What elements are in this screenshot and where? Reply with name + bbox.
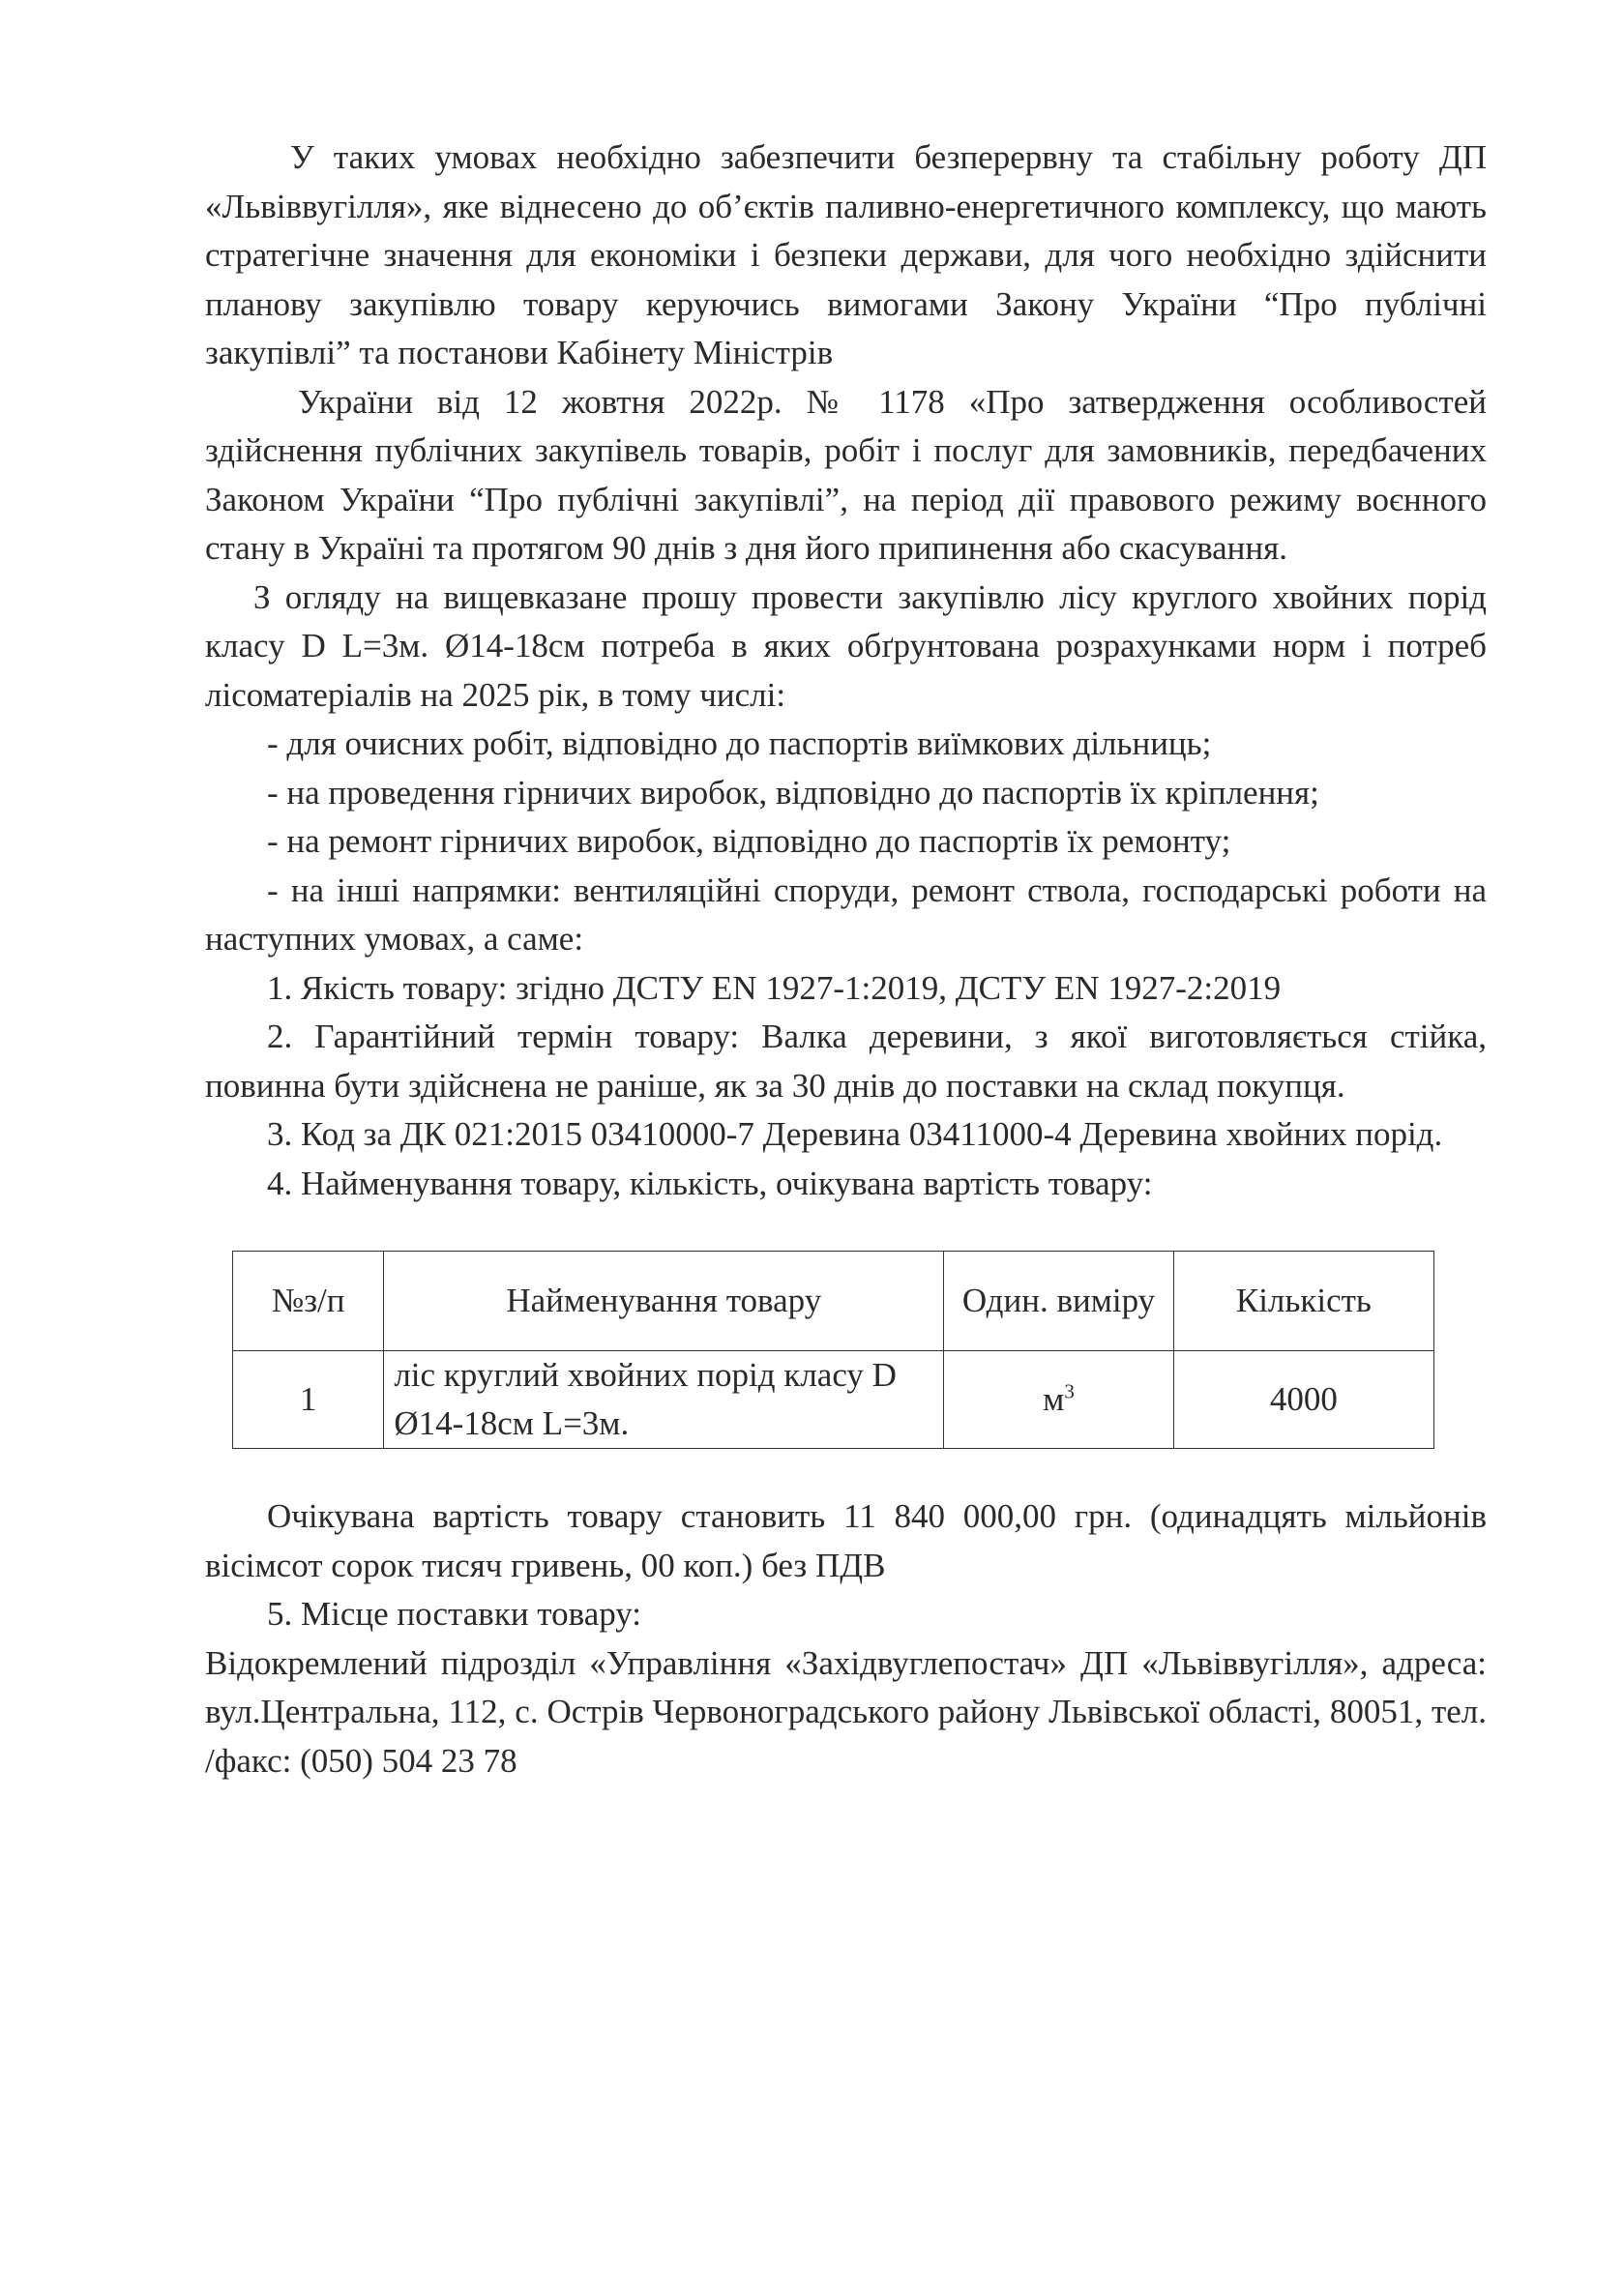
cell-name: ліс круглий хвойних порід класу D Ø14-18см L=3м.	[384, 1351, 944, 1449]
address-paragraph: Відокремлений підрозділ «Управління «Західвуглепостач» ДП «Львіввугілля», адреса: вул.Центральна, 112, с. Острів Червоноградського району Львівської області, 80051, тел. /факс: (050) 504 23 78	[205, 1643, 1487, 1780]
intro-paragraph: У таких умовах необхідно забезпечити безперервну та стабільну роботу ДП «Львіввугілля», яке віднесено до об’єктів паливно-енергетичного комплексу, що мають стратегічне значення для економіки і безпеки держави, для чого необхідно здійснити планову закупівлю товару керуючись вимогами Закону України “Про публічні закупівлі” та постанови Кабінету Міністрів	[205, 138, 1487, 371]
cell-qty: 4000	[1173, 1351, 1433, 1449]
spacer	[205, 1208, 1487, 1251]
table-header-row	[233, 1252, 1434, 1351]
code-item: 3. Код за ДК 021:2015 03410000-7 Деревина 03411000-4 Деревина хвойних порід.	[267, 1115, 1443, 1153]
header-qty: Кількість	[1173, 1252, 1433, 1351]
spacer	[205, 1449, 1487, 1492]
list-item: - для очисних робіт, відповідно до паспортів виїмкових дільниць;	[267, 724, 1212, 762]
quality-item: 1. Якість товару: згідно ДСТУ EN 1927-1:2019, ДСТУ EN 1927-2:2019	[267, 968, 1282, 1007]
unit-base: м	[1043, 1380, 1065, 1418]
warranty-item: 2. Гарантійний термін товару: Валка деревини, з якої виготовляється стійка, повинна бути здійснена не раніше, як за 30 днів до поставки на склад покупця.	[205, 1018, 1487, 1105]
document-page	[205, 133, 1487, 1785]
table-row	[233, 1351, 1434, 1449]
goods-table	[232, 1251, 1434, 1449]
goods-item: 4. Найменування товару, кількість, очікувана вартість товару:	[267, 1164, 1153, 1202]
list-item: - на ремонт гірничих виробок, відповідно до паспортів їх ремонту;	[267, 822, 1231, 860]
header-name: Найменування товару	[384, 1252, 944, 1351]
regulation-paragraph: України від 12 жовтня 2022р. № 1178 «Про затвердження особливостей здійснення публічних закупівель товарів, робіт і послуг для замовників, передбачених Законом України “Про публічні закупівлі”, на період дії правового режиму воєнного стану в Україні та протягом 90 днів з дня його припинення або скасування.	[205, 382, 1487, 567]
header-unit: Один. виміру	[944, 1252, 1174, 1351]
delivery-item: 5. Місце поставки товару:	[267, 1595, 642, 1633]
cell-num: 1	[233, 1351, 384, 1449]
header-num: №з/п	[233, 1252, 384, 1351]
list-item: - на інші напрямки: вентиляційні споруди, ремонт ствола, господарські роботи на наступних умовах, а саме:	[205, 870, 1487, 958]
list-item: - на проведення гірничих виробок, відповідно до паспортів їх кріплення;	[267, 773, 1319, 811]
request-paragraph: З огляду на вищевказане прошу провести закупівлю лісу круглого хвойних порід класу D L=3м. Ø14-18см потреба в яких обґрунтована розрахунками норм і потреб лісоматеріалів на 2025 рік, в тому числі:	[205, 577, 1487, 714]
cost-paragraph: Очікувана вартість товару становить 11 840 000,00 грн. (одинадцять мільйонів вісімсот сорок тисяч гривень, 00 коп.) без ПДВ	[205, 1497, 1487, 1584]
cell-unit	[944, 1351, 1174, 1449]
unit-exponent: 3	[1064, 1379, 1075, 1403]
